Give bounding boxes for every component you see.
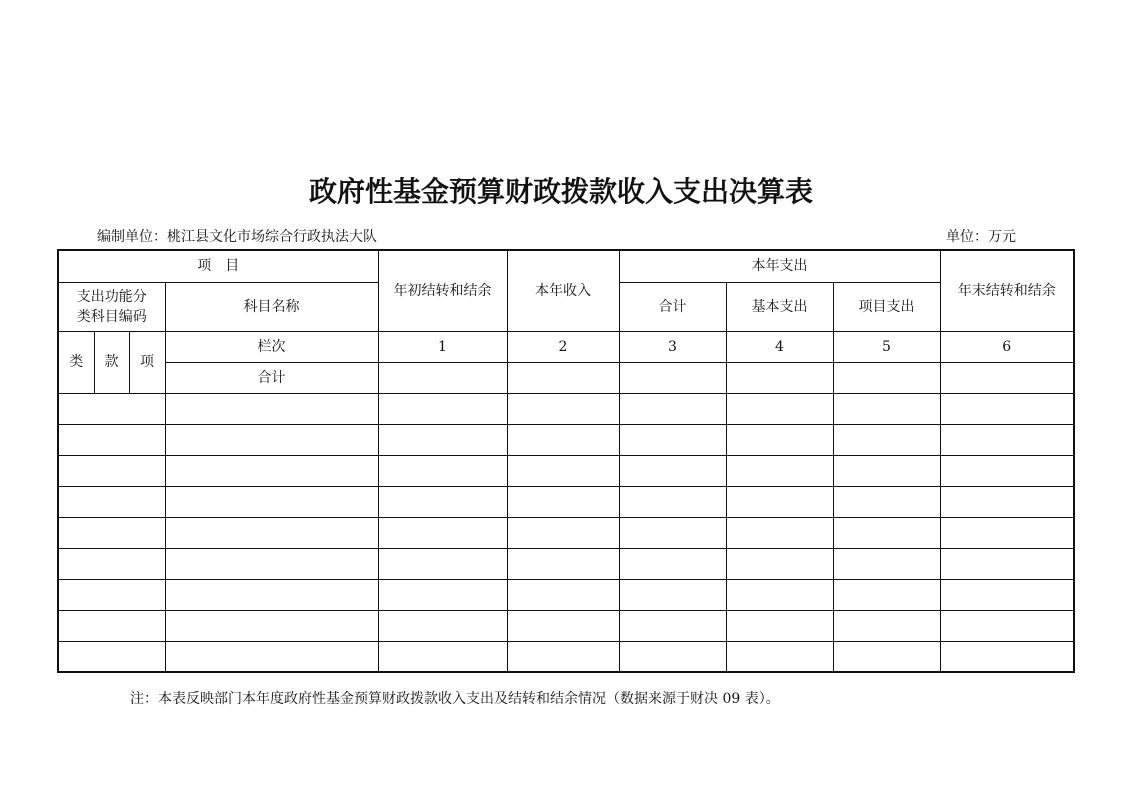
table-cell [378, 610, 507, 641]
table-cell [726, 610, 833, 641]
header-opening-balance: 年初结转和结余 [378, 250, 507, 331]
table-cell [619, 393, 726, 424]
table-cell [833, 455, 940, 486]
table-cell [726, 455, 833, 486]
table-cell [940, 486, 1074, 517]
table-cell [507, 362, 619, 393]
header-exp-basic: 基本支出 [726, 282, 833, 331]
table-cell [58, 424, 165, 455]
header-exp-total: 合计 [619, 282, 726, 331]
table-cell [507, 517, 619, 548]
table-cell [165, 486, 378, 517]
table-cell [833, 517, 940, 548]
table-row [58, 455, 1074, 486]
table-cell [378, 641, 507, 672]
table-cell [619, 517, 726, 548]
header-income: 本年收入 [507, 250, 619, 331]
table-row [58, 393, 1074, 424]
header-row-1 [58, 250, 1074, 282]
table-cell [165, 455, 378, 486]
table-cell [833, 486, 940, 517]
table-cell [726, 362, 833, 393]
table-row [58, 610, 1074, 641]
table-cell [940, 362, 1074, 393]
table-cell [378, 393, 507, 424]
table-cell [833, 393, 940, 424]
table-cell [378, 548, 507, 579]
table-cell [833, 579, 940, 610]
table-cell [833, 424, 940, 455]
table-cell [619, 548, 726, 579]
table-cell [507, 548, 619, 579]
table-cell [378, 486, 507, 517]
footnote: 注：本表反映部门本年度政府性基金预算财政拨款收入支出及结转和结余情况（数据来源于财决 09 表）。 [130, 691, 780, 707]
header-xiang: 项 [129, 331, 165, 393]
col-index-3: 3 [619, 331, 726, 362]
table-cell [58, 610, 165, 641]
compiling-unit-name: 桃江县文化市场综合行政执法大队 [167, 229, 377, 245]
table-cell [833, 610, 940, 641]
document-title: 政府性基金预算财政拨款收入支出决算表 [308, 175, 813, 208]
table-cell [58, 486, 165, 517]
table-cell [726, 579, 833, 610]
table-row [58, 641, 1074, 672]
table-cell [378, 517, 507, 548]
header-closing-balance: 年末结转和结余 [940, 250, 1074, 331]
table-cell [833, 641, 940, 672]
row-index [58, 331, 1074, 362]
table-cell [165, 610, 378, 641]
header-kuan: 款 [94, 331, 129, 393]
col-index-2: 2 [507, 331, 619, 362]
table-cell [58, 548, 165, 579]
table-cell [940, 579, 1074, 610]
table-cell [165, 641, 378, 672]
table-cell [507, 393, 619, 424]
compiling-unit [97, 226, 377, 246]
table-row [58, 486, 1074, 517]
table-cell [619, 486, 726, 517]
table-cell [507, 579, 619, 610]
table-cell [507, 610, 619, 641]
table-cell [619, 610, 726, 641]
table-cell [58, 641, 165, 672]
table-cell [940, 424, 1074, 455]
table-cell [619, 362, 726, 393]
table-cell [726, 486, 833, 517]
table-cell [378, 579, 507, 610]
total-row-label: 合计 [165, 362, 378, 393]
table-cell [58, 517, 165, 548]
table-cell [940, 548, 1074, 579]
table-cell [58, 579, 165, 610]
table-cell [726, 641, 833, 672]
table-cell [165, 579, 378, 610]
table-cell [378, 424, 507, 455]
table-cell [940, 610, 1074, 641]
table-cell [165, 517, 378, 548]
header-function-code: 支出功能分类科目编码 [58, 282, 165, 331]
table-cell [378, 362, 507, 393]
header-exp-project: 项目支出 [833, 282, 940, 331]
report-table [57, 249, 1075, 673]
table-cell [507, 424, 619, 455]
header-expenditure: 本年支出 [619, 250, 940, 282]
col-index-4: 4 [726, 331, 833, 362]
table-cell [165, 424, 378, 455]
table-row [58, 517, 1074, 548]
currency-unit: 单位：万元 [946, 229, 1016, 245]
col-index-5: 5 [833, 331, 940, 362]
table-cell [726, 517, 833, 548]
table-cell [833, 362, 940, 393]
table-cell [833, 548, 940, 579]
table-cell [378, 455, 507, 486]
table-cell [507, 455, 619, 486]
header-subject-name: 科目名称 [165, 282, 378, 331]
table-cell [619, 579, 726, 610]
table-cell [507, 641, 619, 672]
table-cell [619, 641, 726, 672]
col-index-1: 1 [378, 331, 507, 362]
table-cell [58, 393, 165, 424]
table-cell [940, 517, 1074, 548]
header-item: 项 目 [58, 250, 378, 282]
table-cell [165, 393, 378, 424]
table-cell [940, 455, 1074, 486]
table-cell [940, 393, 1074, 424]
table-cell [619, 424, 726, 455]
table-cell [619, 455, 726, 486]
table-row [58, 424, 1074, 455]
table-row [58, 579, 1074, 610]
total-row [58, 362, 1074, 393]
col-index-6: 6 [940, 331, 1074, 362]
table-cell [726, 393, 833, 424]
table-cell [726, 548, 833, 579]
header-lei: 类 [58, 331, 94, 393]
table-cell [165, 548, 378, 579]
table-cell [940, 641, 1074, 672]
table-cell [58, 455, 165, 486]
table-row [58, 548, 1074, 579]
table-cell [726, 424, 833, 455]
row-index-label: 栏次 [165, 331, 378, 362]
compiling-unit-label: 编制单位： [97, 229, 167, 245]
table-cell [507, 486, 619, 517]
